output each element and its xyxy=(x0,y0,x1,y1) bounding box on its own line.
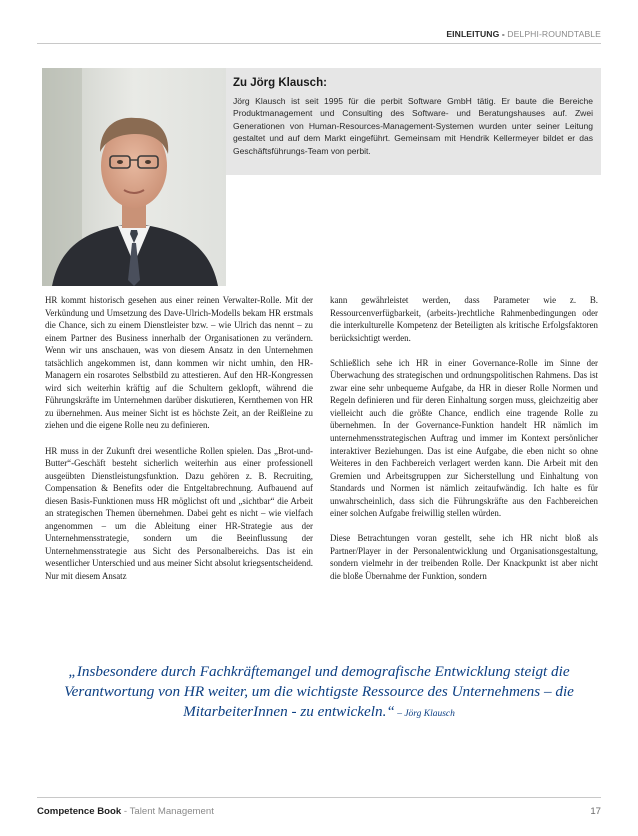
bio-text: Jörg Klausch ist seit 1995 für die perbit Software GmbH tätig. Er baute die Bereiche Produktmanagement und Consulting des Software- und Beratungshauses auf. Zwei Generationen von Human-Resources-Management-Systemen wurden unter seiner Leitung gestaltet und auf dem Markt eingeführt. Gemeinsam mit Hendrik Kellermeyer bildet er das Geschäftsführungs-Team von perbit. xyxy=(233,96,593,156)
paragraph: Diese Betrachtungen voran gestellt, sehe ich HR nicht bloß als Partner/Player in der Personalentwicklung und Organisationsgestaltung, sondern vielmehr in der treibenden Rolle. Der Knackpunkt ist aber nicht die bloße Übernahme der Funktion, sondern xyxy=(330,533,598,581)
paragraph: Schließlich sehe ich HR in einer Governance-Rolle im Sinne der Überwachung des strategischen und ordnungspolitischen Rahmens. Das ist zwar eine sehr unbequeme Aufgabe, da HR in dieser Rolle Normen und Regeln definieren und für deren Einhaltung sorgen muss, gleichzeitig aber vielleicht auch die größte Chance, endlich eine tragende Rolle zu übernehmen. In der Governance-Funktion handelt HR nämlich im unternehmensstrategischen Auftrag und immer im Kontext persönlicher interaktiver Beziehungen. Das ist eine Aufgabe, die eben nicht so ohne Weiteres in den Fachbereich verlagert werden kann. Die Arbeit mit den Gremien und Arbeitsgruppen zur Sicherstellung und Einhaltung von Standards und Normen ist nämlich zeitaufwändig. Ich halte es für unwahrscheinlich, dass sich die Führungskräfte aus den Fachbereichen einer solchen Aufgabe freiwillig stellen würden. xyxy=(330,357,598,519)
header-separator: - xyxy=(499,29,508,39)
header-kicker xyxy=(446,29,601,39)
pull-quote-author: – Jörg Klausch xyxy=(394,709,455,720)
footer-divider xyxy=(37,797,601,798)
pull-quote-text: „Insbesondere durch Fachkräftemangel und demografische Entwicklung steigt die Verantwortung von HR weiter, um die wichtigste Ressource des Unternehmens – die MitarbeiterInnen - zu entwickeln.“ xyxy=(64,663,574,721)
page-number: 17 xyxy=(590,806,601,817)
footer-brand: Competence Book xyxy=(37,806,122,817)
header-subsection: DELPHI-ROUNDTABLE xyxy=(507,29,601,39)
header-section: EINLEITUNG xyxy=(446,29,500,39)
right-column xyxy=(330,294,598,595)
paragraph: kann gewährleistet werden, dass Parameter wie z. B. Ressourcenverfügbarkeit, (arbeits-)rechtliche Rahmenbedingungen oder die interkulturelle Kompetenz der Beteiligten als kritische Erfolgsfaktoren berücksichtigt werden. xyxy=(330,295,598,343)
pull-quote xyxy=(60,662,578,725)
footer-separator: - xyxy=(121,806,130,817)
portrait-photo xyxy=(42,68,226,286)
bio-title: Zu Jörg Klausch: xyxy=(233,77,327,89)
paragraph: HR kommt historisch gesehen aus einer reinen Verwalter-Rolle. Mit der Verkündung und Umsetzung des Dave-Ulrich-Modells bekam HR erstmals die Chance, sich zu einem Dienstleister bzw. – wie Ulrich das nennt – zu einem Partner des Business innerhalb der Organisationen zu verändern. Wenn wir uns anschauen, was von diesem Ansatz in den Unternehmen tatsächlich angekommen ist, dann kommen wir nicht umhin, den HR-Managern ein rosarotes Selbstbild zu attestieren. Auf den HR-Kongressen wird sich weiterhin kräftig auf die Schultern geklopft, während die Führungskräfte im Unternehmen darüber diskutieren, Kernthemen von HR zu übernehmen. Aus meiner Sicht ist es höchste Zeit, an der Reißleine zu ziehen und die eigene Rolle neu zu definieren. xyxy=(45,295,313,431)
header-divider xyxy=(37,43,601,44)
left-column xyxy=(45,294,313,595)
bio-box xyxy=(226,68,601,175)
footer-topic: Talent Management xyxy=(129,806,214,817)
paragraph: HR muss in der Zukunft drei wesentliche Rollen spielen. Das „Brot-und-Butter“-Geschäft besteht sicherlich weiterhin aus einer professionell ausgeübten Dienstleistungsfunktion. Dazu gehören z. B. Recruiting, Compensation & Benefits oder die Entgeltabrechnung. Aufbauend auf diesen Basis-Funktionen muss HR möglichst oft und „sichtbar“ die Arbeit an strategischen Themen übernehmen. Dabei geht es nicht – wie vielfach angenommen – um die Ableitung einer HR-Strategie aus der Unternehmensstrategie, sondern um die Beeinflussung der Unternehmensstrategie aus Sicht des Personalbereichs. Das ist ein wesentlicher Unterschied und aus meiner Sicht absolut kriegsentscheidend. Nur mit diesem Ansatz xyxy=(45,445,313,581)
footer-publication xyxy=(37,806,214,817)
article-columns xyxy=(45,294,598,595)
